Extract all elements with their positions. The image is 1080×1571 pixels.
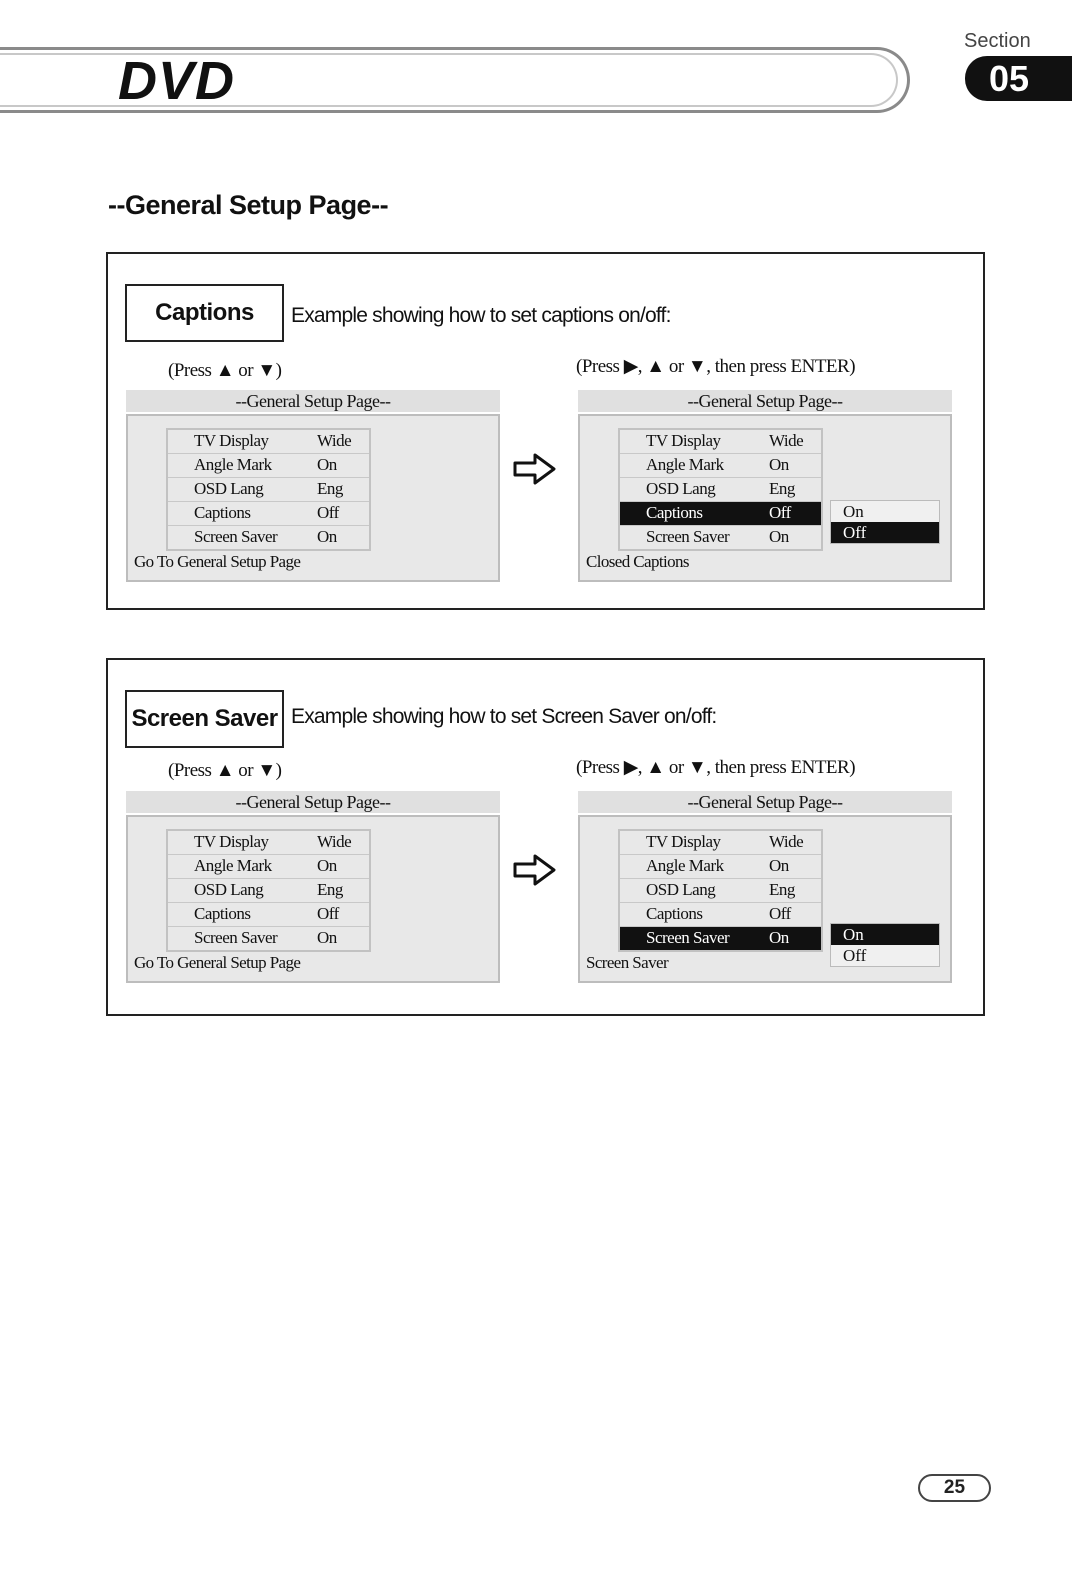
page-heading: --General Setup Page-- [108, 190, 389, 220]
after-instruction: (Press ▶, ▲ or ▼, then press ENTER) [576, 356, 856, 377]
osd-title: --General Setup Page-- [126, 791, 500, 813]
menu-row-label: Angle Mark [194, 455, 272, 474]
menu-row[interactable] [620, 855, 821, 879]
after-instruction: (Press ▶, ▲ or ▼, then press ENTER) [576, 757, 856, 778]
menu-row-label: Angle Mark [194, 856, 272, 875]
menu-row[interactable] [620, 831, 821, 855]
example-description: Example showing how to set Screen Saver on/off: [291, 705, 717, 728]
example-screen-saver [106, 658, 985, 1016]
osd-title: --General Setup Page-- [578, 390, 952, 412]
menu-row-value: Eng [317, 479, 343, 498]
option-on[interactable]: On [843, 502, 864, 521]
page-number: 25 [918, 1474, 991, 1502]
example-description: Example showing how to set captions on/off: [291, 304, 671, 327]
menu-row-value: Wide [317, 832, 352, 851]
osd-menu-table [166, 428, 371, 551]
menu-row-value: On [317, 455, 337, 474]
menu-row-selected[interactable] [620, 502, 821, 526]
menu-row[interactable] [168, 831, 369, 855]
menu-row-label: Captions [646, 904, 703, 923]
osd-footer-text: Screen Saver [586, 953, 669, 972]
menu-row-label: Captions [646, 503, 703, 522]
menu-row[interactable] [168, 478, 369, 502]
osd-screen-before [126, 815, 500, 983]
osd-footer-text: Go To General Setup Page [134, 552, 301, 571]
osd-screen-after [578, 815, 952, 983]
example-tag: Screen Saver [125, 690, 284, 748]
menu-row[interactable] [168, 454, 369, 478]
right-arrow-icon [513, 452, 557, 486]
menu-row-value: Wide [317, 431, 352, 450]
osd-footer-text: Closed Captions [586, 552, 689, 571]
menu-row[interactable] [620, 903, 821, 927]
menu-row[interactable] [620, 430, 821, 454]
menu-row-value: On [769, 856, 789, 875]
osd-menu-table [618, 829, 823, 952]
menu-row[interactable] [168, 855, 369, 879]
menu-row-value: Wide [769, 832, 804, 851]
menu-row-label: Screen Saver [646, 527, 730, 546]
menu-row-value: Wide [769, 431, 804, 450]
menu-row-value: On [769, 455, 789, 474]
menu-row-label: TV Display [194, 431, 269, 450]
menu-row[interactable] [168, 903, 369, 927]
before-instruction: (Press ▲ or ▼) [168, 360, 282, 381]
option-off[interactable]: Off [843, 946, 867, 965]
menu-row-label: OSD Lang [646, 880, 716, 899]
menu-row-value: Off [769, 904, 791, 923]
menu-row-label: Angle Mark [646, 455, 724, 474]
menu-row-value: Off [317, 904, 339, 923]
menu-row-value: Eng [769, 880, 795, 899]
menu-row-label: OSD Lang [194, 479, 264, 498]
menu-row[interactable] [620, 454, 821, 478]
menu-row-label: Captions [194, 904, 251, 923]
osd-title: --General Setup Page-- [578, 791, 952, 813]
menu-row-value: On [769, 928, 789, 947]
example-captions [106, 252, 985, 610]
menu-row[interactable] [620, 478, 821, 502]
option-list [830, 500, 940, 544]
menu-row-value: On [317, 527, 337, 546]
osd-menu-table [618, 428, 823, 551]
menu-row[interactable] [620, 526, 821, 549]
menu-row-label: Angle Mark [646, 856, 724, 875]
menu-row-value: On [769, 527, 789, 546]
header-title: DVD [118, 51, 236, 111]
menu-row-label: Screen Saver [194, 527, 278, 546]
osd-screen-before [126, 414, 500, 582]
section-label: Section [964, 30, 1031, 52]
menu-row[interactable] [168, 502, 369, 526]
menu-row-value: On [317, 928, 337, 947]
option-list [830, 923, 940, 967]
menu-row-label: TV Display [646, 832, 721, 851]
menu-row-label: OSD Lang [194, 880, 264, 899]
section-number-badge: 05 [965, 56, 1072, 101]
menu-row-label: TV Display [194, 832, 269, 851]
menu-row-value: Off [769, 503, 791, 522]
menu-row-label: Captions [194, 503, 251, 522]
menu-row[interactable] [620, 879, 821, 903]
menu-row-value: On [317, 856, 337, 875]
osd-menu-table [166, 829, 371, 952]
menu-row-value: Eng [769, 479, 795, 498]
menu-row-selected[interactable] [620, 927, 821, 950]
menu-row-label: TV Display [646, 431, 721, 450]
menu-row-value: Off [317, 503, 339, 522]
example-tag: Captions [125, 284, 284, 342]
menu-row[interactable] [168, 430, 369, 454]
osd-footer-text: Go To General Setup Page [134, 953, 301, 972]
option-off-selected[interactable]: Off [831, 522, 939, 543]
menu-row-label: Screen Saver [194, 928, 278, 947]
menu-row-value: Eng [317, 880, 343, 899]
menu-row[interactable] [168, 927, 369, 950]
menu-row[interactable] [168, 526, 369, 549]
osd-screen-after [578, 414, 952, 582]
osd-title: --General Setup Page-- [126, 390, 500, 412]
right-arrow-icon [513, 853, 557, 887]
before-instruction: (Press ▲ or ▼) [168, 760, 282, 781]
menu-row-label: OSD Lang [646, 479, 716, 498]
menu-row[interactable] [168, 879, 369, 903]
option-on-selected[interactable]: On [831, 924, 939, 945]
menu-row-label: Screen Saver [646, 928, 730, 947]
